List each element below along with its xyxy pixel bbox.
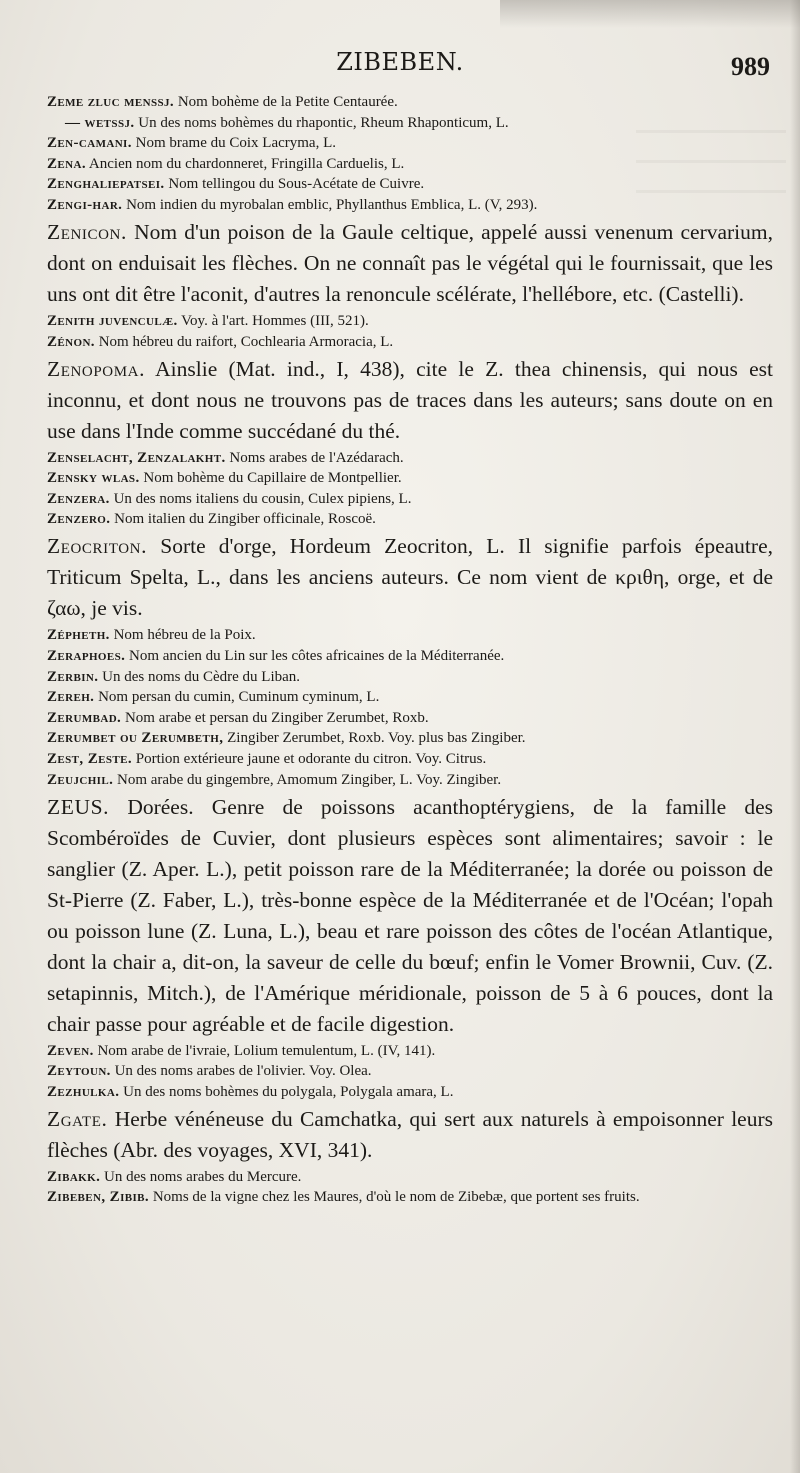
dictionary-entry-major: [47, 354, 773, 447]
dictionary-entry: [47, 509, 773, 529]
entry-definition: Nom brame du Coix Lacryma, L.: [135, 135, 336, 152]
entry-definition: Ancien nom du chardonneret, Fringilla Carduelis, L.: [88, 155, 405, 172]
running-head: [0, 44, 800, 84]
entry-definition: Nom tellingou du Sous-Acétate de Cuivre.: [168, 176, 425, 193]
entry-headword: Zénon.: [47, 333, 95, 350]
entry-headword: Zeocriton.: [47, 534, 148, 559]
entry-definition: Dorées. Genre de poissons acanthoptérygiens, de la famille des Scombéroïdes de Cuvier, dont plusieurs espèces sont alimentaires; savoir : le sanglier (Z. Aper. L.), petit poisson rare de la Méditerranée; la dorée ou poisson de St-Pierre (Z. Faber, L.), très-bonne espèce de la Méditerranée et de l'Océan; l'opah ou poisson lune (Z. Luna, L.), beau et rare poisson des côtes de l'océan Atlantique, dont la chair a, dit-on, la saveur de celle du bœuf; enfin le Vomer Brownii, Cuv. (Z. setapinnis, Mitch.), de l'Amérique méridionale, poisson de 5 à 6 pouces, dont la chair passe pour agréable et de facile digestion.: [47, 794, 774, 1036]
entry-definition: Nom arabe et persan du Zingiber Zerumbet, Roxb.: [124, 709, 429, 726]
dictionary-entry: [47, 489, 773, 509]
entry-definition: Nom arabe de l'ivraie, Lolium temulentum, L. (IV, 141).: [97, 1042, 436, 1059]
dictionary-entries: [47, 92, 773, 1208]
entry-definition: Portion extérieure jaune et odorante du citron. Voy. Citrus.: [135, 750, 487, 767]
entry-definition: Nom hébreu de la Poix.: [113, 627, 256, 644]
entry-headword: Zgate.: [47, 1106, 108, 1131]
entry-definition: Noms de la vigne chez les Maures, d'où le nom de Zibebæ, que portent ses fruits.: [152, 1189, 640, 1206]
dictionary-entry: [47, 667, 773, 687]
entry-headword: Zeraphoes.: [47, 647, 126, 664]
entry-headword: Zensky wlas.: [47, 470, 140, 487]
entry-definition: Noms arabes de l'Azédarach.: [229, 449, 404, 466]
entry-definition: Nom bohème du Capillaire de Montpellier.: [143, 470, 402, 487]
entry-headword: Zenith juvenculæ.: [47, 312, 178, 329]
dictionary-entry: [47, 113, 773, 133]
entry-headword: Zengi-har.: [47, 196, 123, 213]
dictionary-entry: [47, 1167, 773, 1187]
entry-headword: Zerumbet ou Zerumbeth,: [47, 730, 224, 747]
entry-headword: Zeven.: [47, 1042, 94, 1059]
page-gutter-shadow: [790, 0, 800, 1473]
entry-headword: Zibakk.: [47, 1168, 101, 1185]
dictionary-entry: [47, 174, 773, 194]
entry-definition: Nom persan du cumin, Cuminum cyminum, L.: [98, 689, 380, 706]
entry-headword: Zenghaliepatsei.: [47, 176, 165, 193]
page-number: 989: [731, 52, 770, 81]
entry-definition: Nom italien du Zingiber officinale, Roscoë.: [114, 511, 376, 528]
dictionary-entry: [47, 770, 773, 790]
entry-definition: Un des noms arabes du Mercure.: [103, 1168, 302, 1185]
entry-definition: Un des noms bohèmes du rhapontic, Rheum Rhaponticum, L.: [138, 114, 509, 131]
dictionary-entry: [47, 1061, 773, 1081]
entry-definition: Un des noms bohèmes du polygala, Polygala amara, L.: [123, 1083, 454, 1100]
dictionary-entry: [47, 1187, 773, 1207]
entry-definition: Ainslie (Mat. ind., I, 438), cite le Z. thea chinensis, qui nous est inconnu, et dont nous ne trouvons pas de traces dans les auteurs; sans doute on en use dans l'Inde comme succédané du thé.: [47, 356, 774, 443]
dictionary-entry: [47, 154, 773, 174]
dictionary-entry: [47, 687, 773, 707]
entry-headword: Zerumbad.: [47, 709, 122, 726]
entry-definition: Un des noms italiens du cousin, Culex pipiens, L.: [113, 490, 412, 507]
entry-headword: Zenopoma.: [47, 356, 146, 381]
dictionary-entry-major: [47, 531, 773, 624]
entry-definition: Zingiber Zerumbet, Roxb. Voy. plus bas Zingiber.: [227, 730, 526, 747]
entry-headword: Zezhulka.: [47, 1083, 120, 1100]
entry-headword: Zeme zluc menssj.: [47, 94, 175, 110]
dictionary-entry: [47, 749, 773, 769]
dictionary-entry-major: [47, 217, 773, 310]
entry-definition: Un des noms arabes de l'olivier. Voy. Olea.: [114, 1063, 372, 1080]
entry-definition: Nom bohème de la Petite Centaurée.: [177, 94, 398, 110]
dictionary-entry: [47, 195, 773, 215]
dictionary-entry-major: [47, 1104, 773, 1166]
dictionary-entry: [47, 92, 773, 112]
dictionary-entry: [47, 728, 773, 748]
entry-definition: Nom hébreu du raifort, Cochlearia Armoracia, L.: [98, 333, 394, 350]
entry-headword: Zereh.: [47, 689, 95, 706]
entry-headword: Zenzero.: [47, 511, 111, 528]
dictionary-entry: [47, 1082, 773, 1102]
dictionary-entry: [47, 625, 773, 645]
entry-headword: Zerbin.: [47, 668, 99, 685]
entry-headword: Zeytoun.: [47, 1063, 111, 1080]
entry-headword: Zépheth.: [47, 627, 110, 644]
dictionary-entry: [47, 646, 773, 666]
entry-definition: Un des noms du Cèdre du Liban.: [102, 668, 301, 685]
running-head-title: ZIBEBEN.: [336, 48, 464, 76]
entry-headword: Zen-camani.: [47, 135, 132, 152]
dictionary-entry: [47, 708, 773, 728]
entry-headword: ZEUS.: [47, 794, 110, 819]
dictionary-entry: [47, 133, 773, 153]
dictionary-entry: [47, 448, 773, 468]
entry-definition: Nom d'un poison de la Gaule celtique, appelé aussi venenum cervarium, dont on enduisait les flèches. On ne connaît pas le végétal qui le fournissait, que les uns ont dit être l'aconit, d'autres la renoncule scélérate, l'hellébore, etc. (Castelli).: [47, 219, 774, 306]
dictionary-entry: [47, 468, 773, 488]
entry-headword: — wetssj.: [65, 114, 135, 131]
entry-headword: Zenzera.: [47, 490, 110, 507]
entry-headword: Zenselacht, Zenzalakht.: [47, 449, 226, 466]
entry-headword: Zest, Zeste.: [47, 750, 132, 767]
entry-definition: Nom indien du myrobalan emblic, Phyllanthus Emblica, L. (V, 293).: [126, 196, 538, 213]
entry-headword: Zibeben, Zibib.: [47, 1189, 150, 1206]
entry-definition: Nom arabe du gingembre, Amomum Zingiber, L. Voy. Zingiber.: [117, 771, 502, 788]
page-edge-shadow: [500, 0, 800, 28]
dictionary-entry-major: [47, 792, 773, 1040]
entry-headword: Zena.: [47, 155, 86, 172]
entry-headword: Zenicon.: [47, 219, 127, 244]
entry-definition: Nom ancien du Lin sur les côtes africaines de la Méditerranée.: [129, 647, 505, 664]
entry-definition: Voy. à l'art. Hommes (III, 521).: [181, 312, 369, 329]
dictionary-entry: [47, 332, 773, 352]
dictionary-entry: [47, 1041, 773, 1061]
entry-definition: Sorte d'orge, Hordeum Zeocriton, L. Il signifie parfois épeautre, Triticum Spelta, L., dans les anciens auteurs. Ce nom vient de κριθη, orge, et de ζαω, je vis.: [47, 534, 773, 621]
entry-definition: Herbe vénéneuse du Camchatka, qui sert aux naturels à empoisonner leurs flèches (Abr. des voyages, XVI, 341).: [47, 1106, 773, 1162]
dictionary-entry: [47, 311, 773, 331]
entry-headword: Zeujchil.: [47, 771, 114, 788]
